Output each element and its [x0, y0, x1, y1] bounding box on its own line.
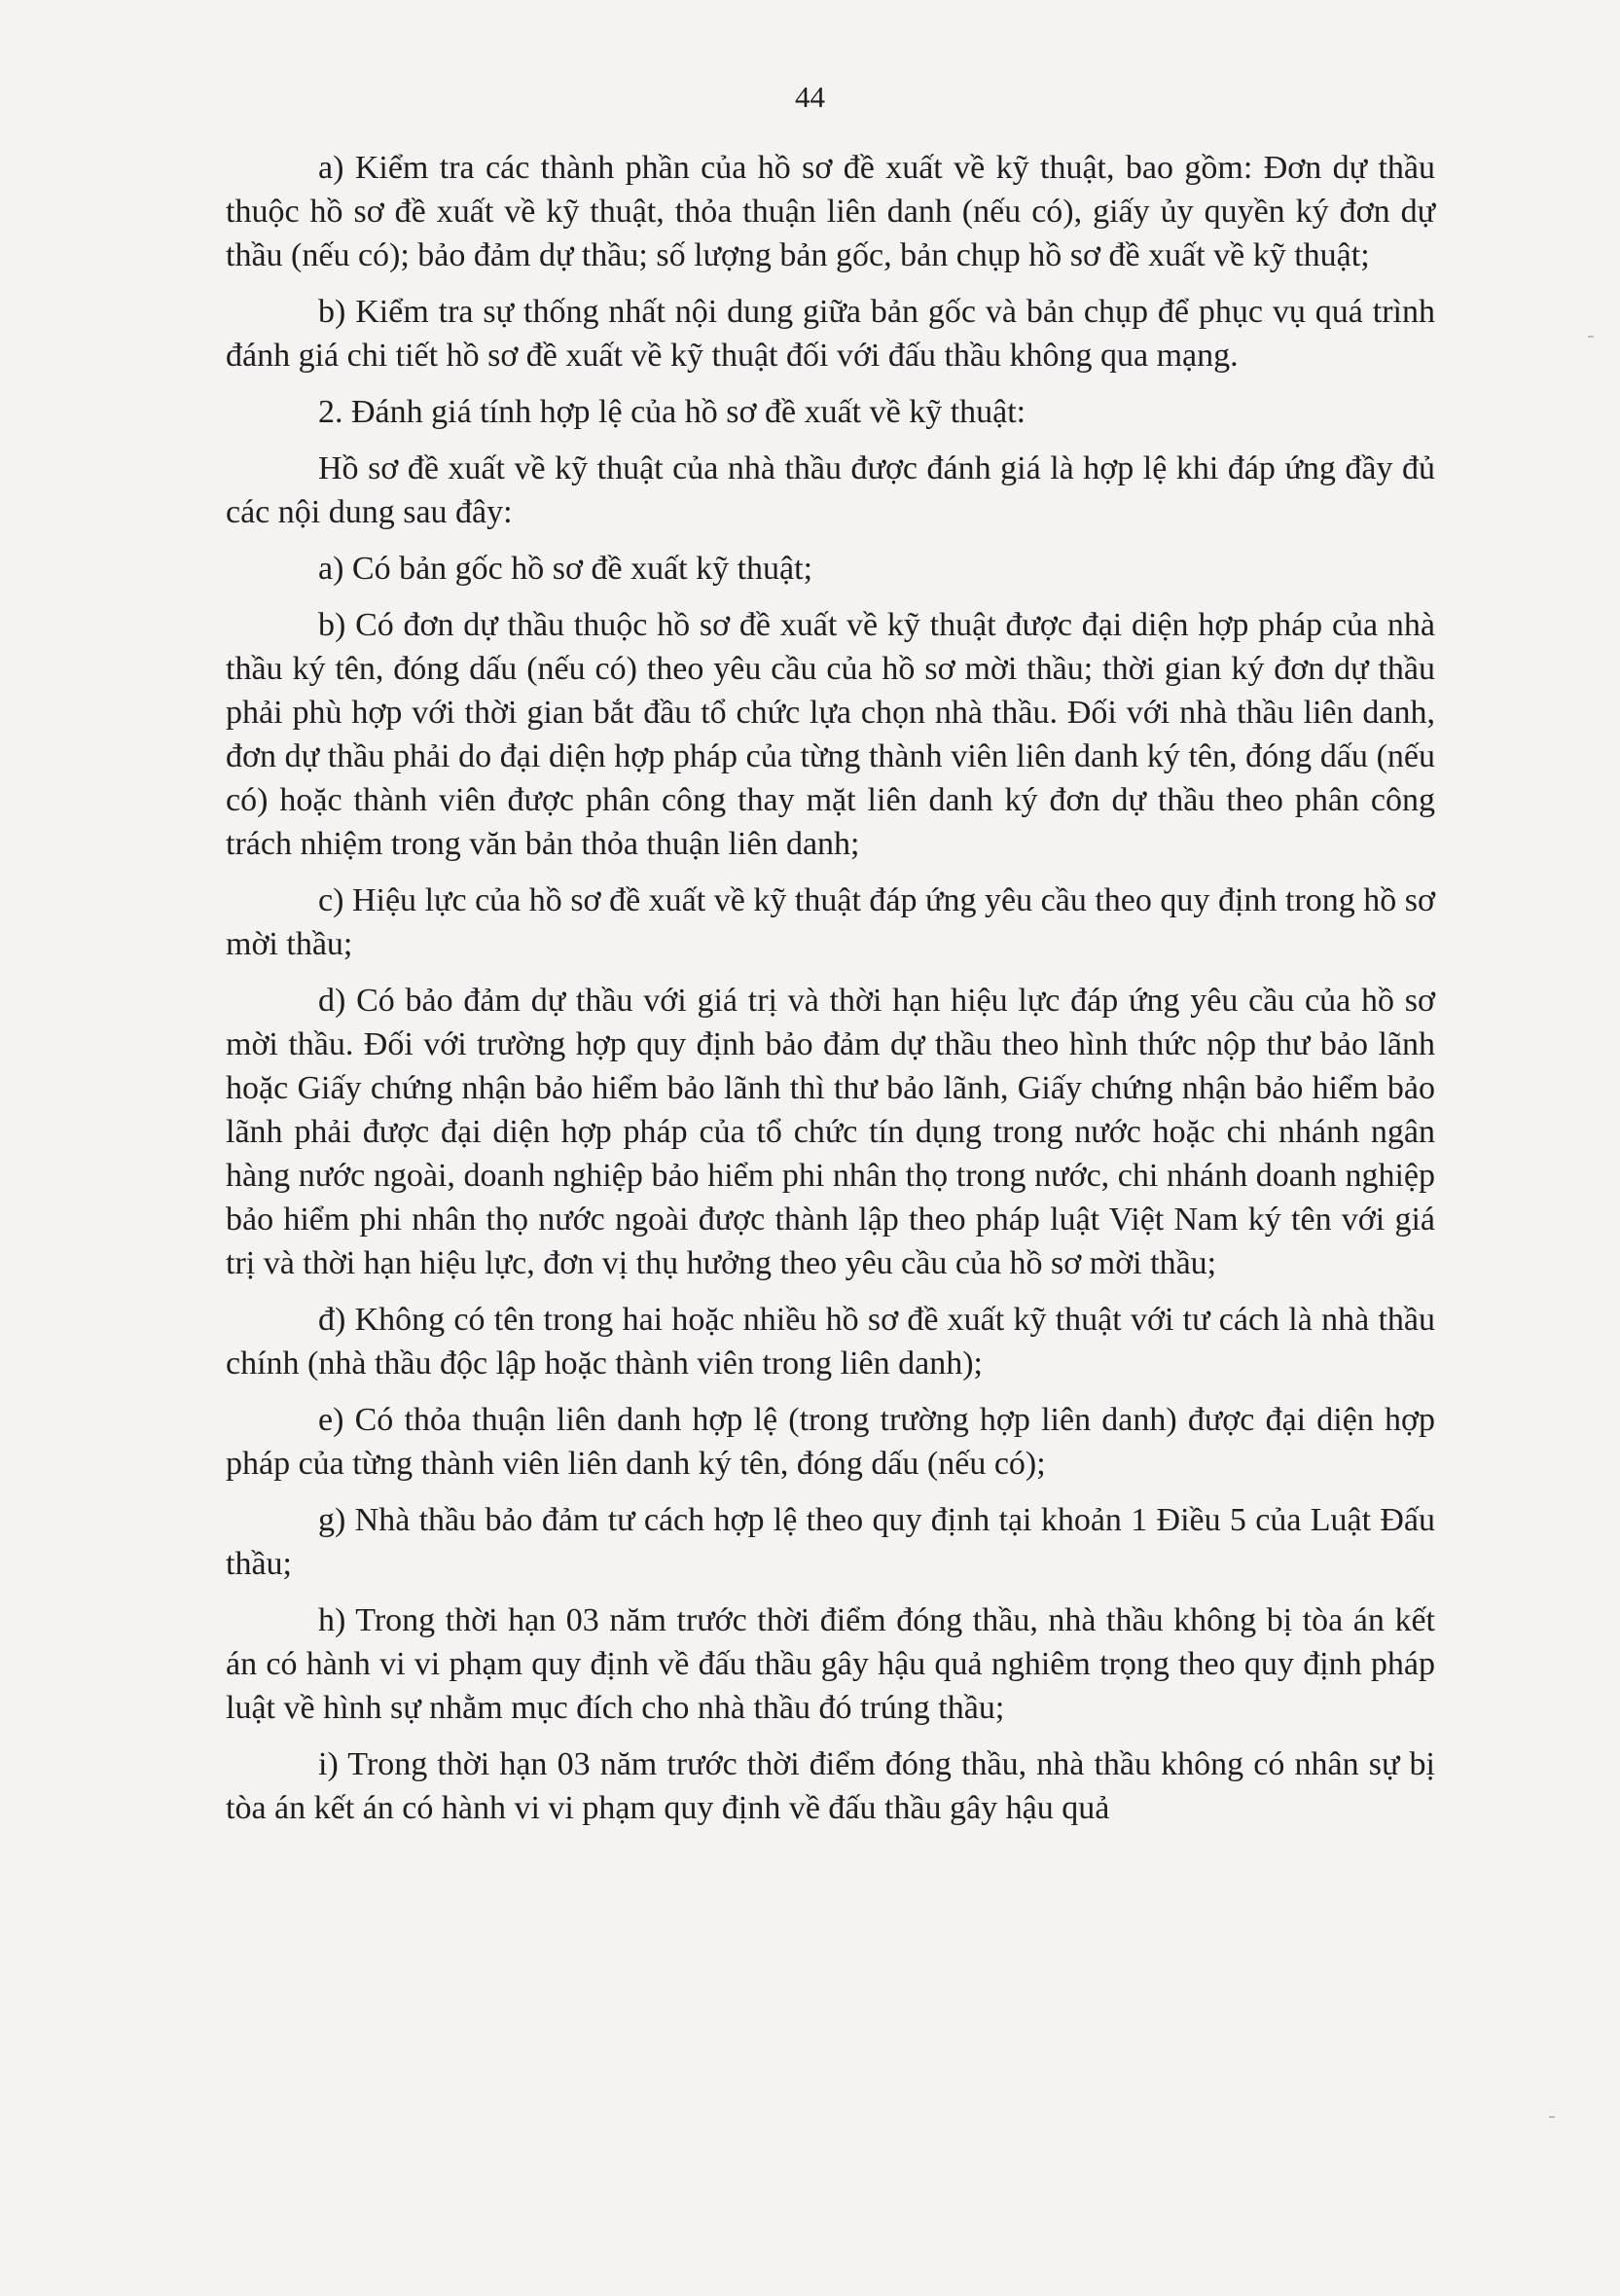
paragraph-2b: b) Có đơn dự thầu thuộc hồ sơ đề xuất về kỹ thuật được đại diện hợp pháp của nhà thầu ký tên, đóng dấu (nếu có) theo yêu cầu của hồ sơ mời thầu; thời gian ký đơn dự thầu phải phù hợp với thời gian bắt đầu tổ chức lựa chọn nhà thầu. Đối với nhà thầu liên danh, đơn dự thầu phải do đại diện hợp pháp của từng thành viên liên danh ký tên, đóng dấu (nếu có) hoặc thành viên được phân công thay mặt liên danh ký đơn dự thầu theo phân công trách nhiệm trong văn bản thỏa thuận liên danh;	[226, 607, 1435, 862]
paragraph-1a-check-components: a) Kiểm tra các thành phần của hồ sơ đề xuất về kỹ thuật, bao gồm: Đơn dự thầu thuộc hồ sơ đề xuất về kỹ thuật, thỏa thuận liên danh (nếu có), giấy ủy quyền ký đơn dự thầu (nếu có); bảo đảm dự thầu; số lượng bản gốc, bản chụp hồ sơ đề xuất về kỹ thuật;	[226, 150, 1435, 273]
scan-speck	[1588, 336, 1594, 338]
paragraph-2c: c) Hiệu lực của hồ sơ đề xuất về kỹ thuật đáp ứng yêu cầu theo quy định trong hồ sơ mời thầu;	[226, 882, 1435, 962]
page-number: 44	[795, 80, 825, 114]
paragraph-2h: h) Trong thời hạn 03 năm trước thời điểm đóng thầu, nhà thầu không bị tòa án kết án có hành vi vi phạm quy định về đấu thầu gây hậu quả nghiêm trọng theo quy định pháp luật về hình sự nhằm mục đích cho nhà thầu đó trúng thầu;	[226, 1602, 1435, 1726]
paragraph-2d: d) Có bảo đảm dự thầu với giá trị và thời hạn hiệu lực đáp ứng yêu cầu của hồ sơ mời thầu. Đối với trường hợp quy định bảo đảm dự thầu theo hình thức nộp thư bảo lãnh hoặc Giấy chứng nhận bảo hiểm bảo lãnh thì thư bảo lãnh, Giấy chứng nhận bảo hiểm bảo lãnh phải được đại diện hợp pháp của tổ chức tín dụng trong nước hoặc chi nhánh ngân hàng nước ngoài, doanh nghiệp bảo hiểm phi nhân thọ trong nước, chi nhánh doanh nghiệp bảo hiểm phi nhân thọ nước ngoài được thành lập theo pháp luật Việt Nam ký tên với giá trị và thời hạn hiệu lực, đơn vị thụ hưởng theo yêu cầu của hồ sơ mời thầu;	[226, 983, 1435, 1281]
scan-speck	[1549, 2116, 1555, 2118]
paragraph-2e: e) Có thỏa thuận liên danh hợp lệ (trong trường hợp liên danh) được đại diện hợp pháp của từng thành viên liên danh ký tên, đóng dấu (nếu có);	[226, 1402, 1435, 1482]
section-heading-2: 2. Đánh giá tính hợp lệ của hồ sơ đề xuất về kỹ thuật:	[318, 394, 1026, 430]
paragraph-2-intro: Hồ sơ đề xuất về kỹ thuật của nhà thầu được đánh giá là hợp lệ khi đáp ứng đầy đủ các nội dung sau đây:	[226, 450, 1435, 530]
paragraph-2a: a) Có bản gốc hồ sơ đề xuất kỹ thuật;	[318, 551, 813, 587]
paragraph-2i: i) Trong thời hạn 03 năm trước thời điểm đóng thầu, nhà thầu không có nhân sự bị tòa án kết án có hành vi vi phạm quy định về đấu thầu gây hậu quả	[226, 1746, 1435, 1826]
paragraph-2dd: đ) Không có tên trong hai hoặc nhiều hồ sơ đề xuất kỹ thuật với tư cách là nhà thầu chính (nhà thầu độc lập hoặc thành viên trong liên danh);	[226, 1302, 1435, 1381]
document-body	[226, 146, 1435, 1843]
paragraph-2g: g) Nhà thầu bảo đảm tư cách hợp lệ theo quy định tại khoản 1 Điều 5 của Luật Đấu thầu;	[226, 1502, 1435, 1582]
paragraph-1b-check-consistency: b) Kiểm tra sự thống nhất nội dung giữa bản gốc và bản chụp để phục vụ quá trình đánh giá chi tiết hồ sơ đề xuất về kỹ thuật đối với đấu thầu không qua mạng.	[226, 294, 1435, 374]
